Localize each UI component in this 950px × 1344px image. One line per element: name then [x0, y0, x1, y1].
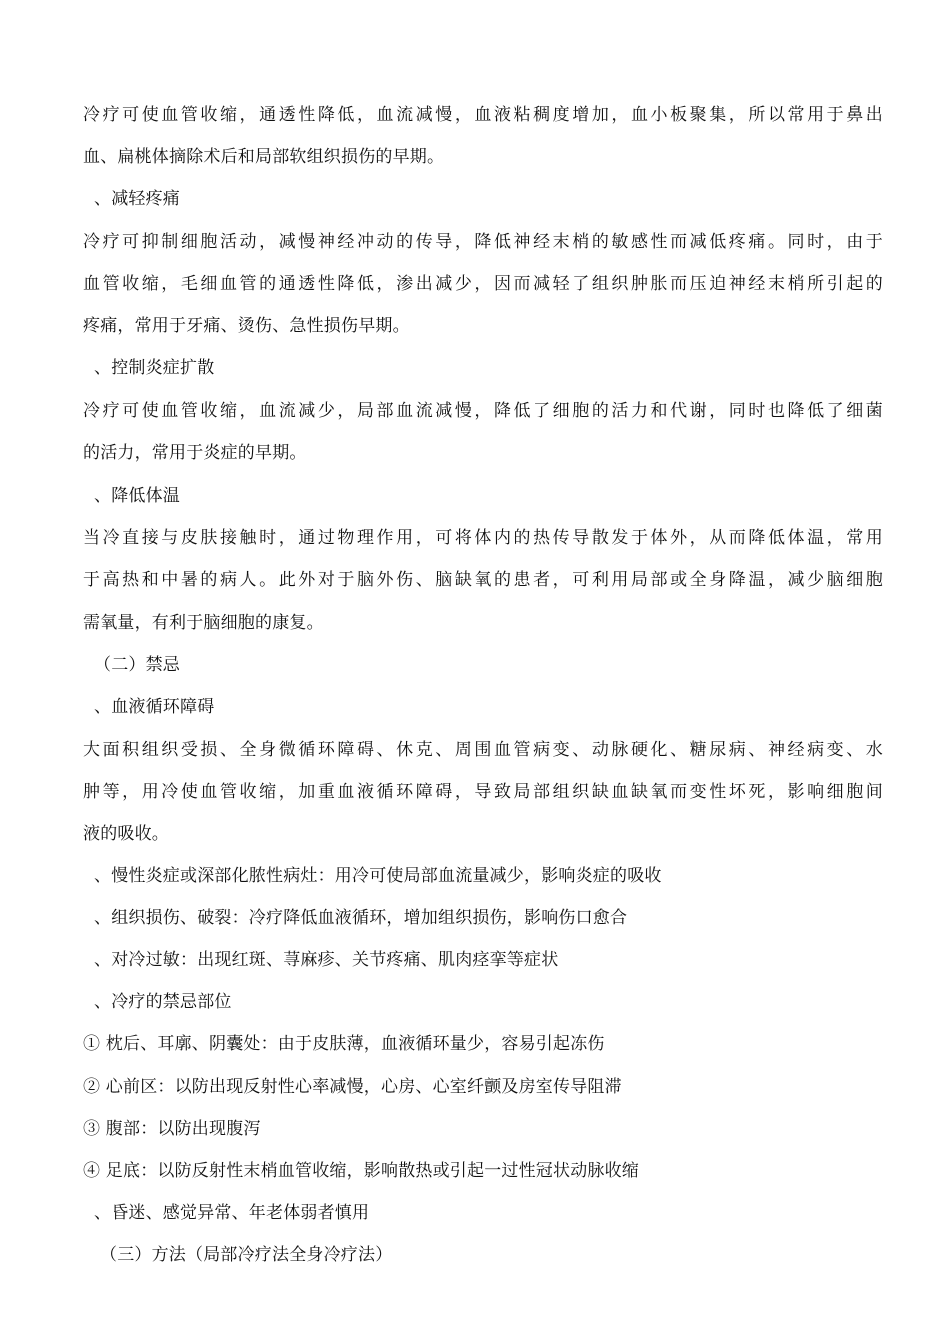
section-heading: （二）禁忌	[94, 655, 180, 675]
paragraph-line: 大面积组织受损、全身微循环障碍、休克、周围血管病变、动脉硬化、糖尿病、神经病变、水	[83, 740, 883, 760]
section-heading: 、冷疗的禁忌部位	[94, 992, 232, 1012]
section-heading: 、降低体温	[94, 486, 180, 506]
paragraph-line: 液的吸收。	[83, 824, 169, 844]
paragraph-line: 血、扁桃体摘除术后和局部软组织损伤的早期。	[83, 147, 445, 167]
paragraph-line: 的活力，常用于炎症的早期。	[83, 443, 307, 463]
paragraph-line: 冷疗可抑制细胞活动，减慢神经冲动的传导，降低神经末梢的敏感性而减低疼痛。同时，由于	[83, 232, 883, 252]
paragraph-line: 于高热和中暑的病人。此外对于脑外伤、脑缺氧的患者，可利用局部或全身降温，减少脑细胞	[83, 570, 883, 590]
section-heading: （三）方法（局部冷疗法全身冷疗法）	[100, 1245, 393, 1265]
list-item: ② 心前区：以防出现反射性心率减慢，心房、心室纤颤及房室传导阻滞	[83, 1077, 622, 1097]
paragraph-line: 需氧量，有利于脑细胞的康复。	[83, 613, 324, 633]
list-item: 、组织损伤、破裂：冷疗降低血液循环，增加组织损伤，影响伤口愈合	[94, 908, 628, 928]
paragraph-line: 肿等，用冷使血管收缩，加重血液循环障碍，导致局部组织缺血缺氧而变性坏死，影响细胞间	[83, 782, 883, 802]
list-item: 、慢性炎症或深部化脓性病灶：用冷可使局部血流量减少，影响炎症的吸收	[94, 866, 662, 886]
list-item: ③ 腹部：以防出现腹泻	[83, 1119, 261, 1139]
list-item: ① 枕后、耳廓、阴囊处：由于皮肤薄，血液循环量少，容易引起冻伤	[83, 1034, 605, 1054]
paragraph-line: 血管收缩，毛细血管的通透性降低，渗出减少，因而减轻了组织肿胀而压迫神经末梢所引起的	[83, 274, 883, 294]
paragraph-line: 冷疗可使血管收缩，通透性降低，血流减慢，血液粘稠度增加，血小板聚集，所以常用于鼻出	[83, 105, 883, 125]
section-heading: 、血液循环障碍	[94, 697, 215, 717]
list-item: 、对冷过敏：出现红斑、荨麻疹、关节疼痛、肌肉痉挛等症状	[94, 950, 559, 970]
paragraph-line: 疼痛，常用于牙痛、烫伤、急性损伤早期。	[83, 316, 410, 336]
section-heading: 、减轻疼痛	[94, 189, 180, 209]
paragraph-line: 冷疗可使血管收缩，血流减少，局部血流减慢，降低了细胞的活力和代谢，同时也降低了细菌	[83, 401, 883, 421]
list-item: ④ 足底：以防反射性末梢血管收缩，影响散热或引起一过性冠状动脉收缩	[83, 1161, 640, 1181]
section-heading: 、控制炎症扩散	[94, 358, 215, 378]
paragraph-line: 当冷直接与皮肤接触时，通过物理作用，可将体内的热传导散发于体外，从而降低体温，常用	[83, 528, 883, 548]
list-item: 、昏迷、感觉异常、年老体弱者慎用	[94, 1203, 370, 1223]
